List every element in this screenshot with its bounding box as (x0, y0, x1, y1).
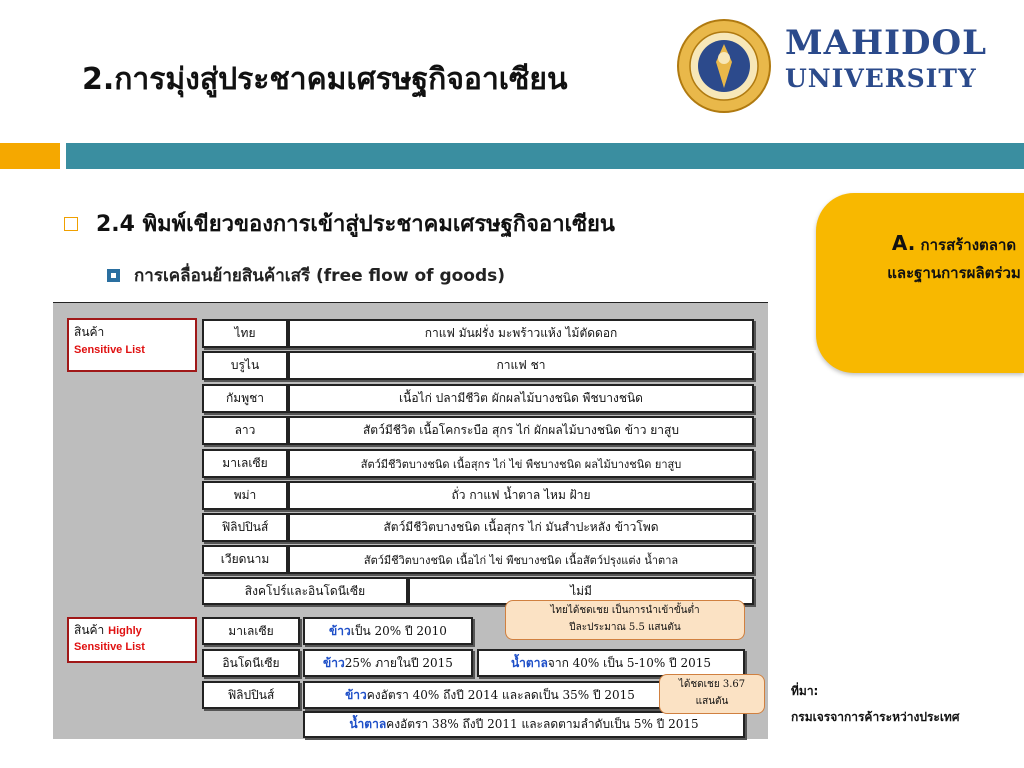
note-line: ได้ชดเชย 3.67 (678, 679, 746, 690)
callout-prefix: A. (891, 231, 916, 255)
bullet-level1-text: 2.4 พิมพ์เขียวของการเข้าสู่ประชาคมเศรษฐกิจอาเซียน (96, 212, 615, 237)
university-name-line1: MAHIDOL (785, 23, 988, 63)
country-cell: กัมพูชา (202, 384, 288, 413)
detail-cell (303, 681, 677, 709)
items-cell: สัตว์มีชีวิตบางชนิด เนื้อสุกร ไก่ มันสำปะหลัง ข้าวโพด (288, 513, 754, 542)
items-cell: สัตว์มีชีวิต เนื้อโคกระบือ สุกร ไก่ ผักผลไม้บางชนิด ข้าว ยาสูบ (288, 416, 754, 445)
highly-label-sub: Sensitive List (74, 641, 145, 653)
note-line: แสนตัน (695, 696, 729, 707)
items-cell: สัตว์มีชีวิตบางชนิด เนื้อไก่ ไข่ พืชบางชนิด เนื้อสัตว์ปรุงแต่ง น้ำตาล (288, 545, 754, 574)
product-name: น้ำตาล (349, 717, 387, 731)
country-cell: ฟิลิปปินส์ (202, 513, 288, 542)
highly-sensitive-label (67, 617, 197, 663)
items-cell: ถั่ว กาแฟ น้ำตาล ไหม ฝ้าย (288, 481, 754, 510)
sensitive-label-text: สินค้า (74, 325, 105, 339)
country-cell: สิงคโปร์และอินโดนีเซีย (202, 577, 408, 605)
product-name: ข้าว (345, 687, 367, 702)
callout-note-thai-compensation (505, 600, 745, 640)
country-cell: บรูไน (202, 351, 288, 380)
note-line: ปีละประมาณ 5.5 แสนตัน (569, 622, 681, 633)
callout-body: การสร้างตลาดและฐานการผลิตร่วม (887, 236, 1021, 282)
university-wordmark (785, 23, 988, 93)
sensitive-list-label (67, 318, 197, 372)
product-name: น้ำตาล (510, 655, 548, 670)
callout-text (886, 229, 1022, 287)
bullet-level1 (64, 206, 615, 241)
callout-tab (816, 193, 1024, 373)
items-cell: เนื้อไก่ ปลามีชีวิต ผักผลไม้บางชนิด พืชบางชนิด (288, 384, 754, 413)
country-cell: เวียดนาม (202, 545, 288, 574)
country-cell: มาเลเซีย (202, 617, 300, 645)
country-cell: อินโดนีเซีย (202, 649, 300, 677)
country-cell: พม่า (202, 481, 288, 510)
source-label: ที่มา: (791, 684, 819, 698)
country-cell: มาเลเซีย (202, 449, 288, 478)
items-cell: กาแฟ ชา (288, 351, 754, 380)
filled-square-bullet-icon (107, 269, 120, 282)
sensitive-label-sub: Sensitive List (74, 344, 145, 356)
country-cell: ลาว (202, 416, 288, 445)
detail-cell (303, 649, 473, 677)
highly-label-text: สินค้า (74, 623, 105, 637)
source-citation (791, 678, 959, 730)
detail-text: จาก 40% เป็น 5-10% ปี 2015 (547, 655, 712, 670)
detail-text: เป็น 20% ปี 2010 (350, 623, 447, 638)
country-cell: ไทย (202, 319, 288, 348)
detail-text: คงอัตรา 38% ถึงปี 2011 และลดตามลำดับเป็น 5% ปี 2015 (386, 717, 699, 731)
items-cell: กาแฟ มันฝรั่ง มะพร้าวแห้ง ไม้ตัดดอก (288, 319, 754, 348)
accent-bar-orange (0, 143, 60, 169)
page-title: 2.การมุ่งสู่ประชาคมเศรษฐกิจอาเซียน (82, 62, 568, 97)
product-name: ข้าว (323, 655, 345, 670)
detail-cell (477, 649, 745, 677)
country-cell: ฟิลิปปินส์ (202, 681, 300, 709)
bullet-level2 (107, 262, 505, 289)
detail-cell (303, 617, 473, 645)
bullet-level2-text: การเคลื่อนย้ายสินค้าเสรี (free flow of goods) (134, 266, 506, 286)
note-line: ไทยได้ชดเชย เป็นการนำเข้าขั้นต่ำ (550, 605, 700, 616)
items-cell: ไม่มี (408, 577, 754, 605)
university-seal-logo (676, 18, 772, 114)
detail-text: คงอัตรา 40% ถึงปี 2014 และลดเป็น 35% ปี 2015 (366, 687, 635, 702)
callout-note-compensation-amount (659, 674, 765, 714)
detail-cell (303, 711, 745, 738)
square-bullet-icon (64, 217, 78, 231)
highly-label-red: Highly (108, 625, 142, 637)
university-name-line2: UNIVERSITY (785, 64, 977, 93)
items-cell: สัตว์มีชีวิตบางชนิด เนื้อสุกร ไก่ ไข่ พืชบางชนิด ผลไม้บางชนิด ยาสูบ (288, 449, 754, 478)
detail-text: 25% ภายในปี 2015 (344, 655, 453, 670)
trade-table-panel (53, 303, 768, 739)
source-text: กรมเจรจาการค้าระหว่างประเทศ (791, 710, 960, 724)
accent-bar-blue (66, 143, 1024, 169)
product-name: ข้าว (329, 623, 351, 638)
